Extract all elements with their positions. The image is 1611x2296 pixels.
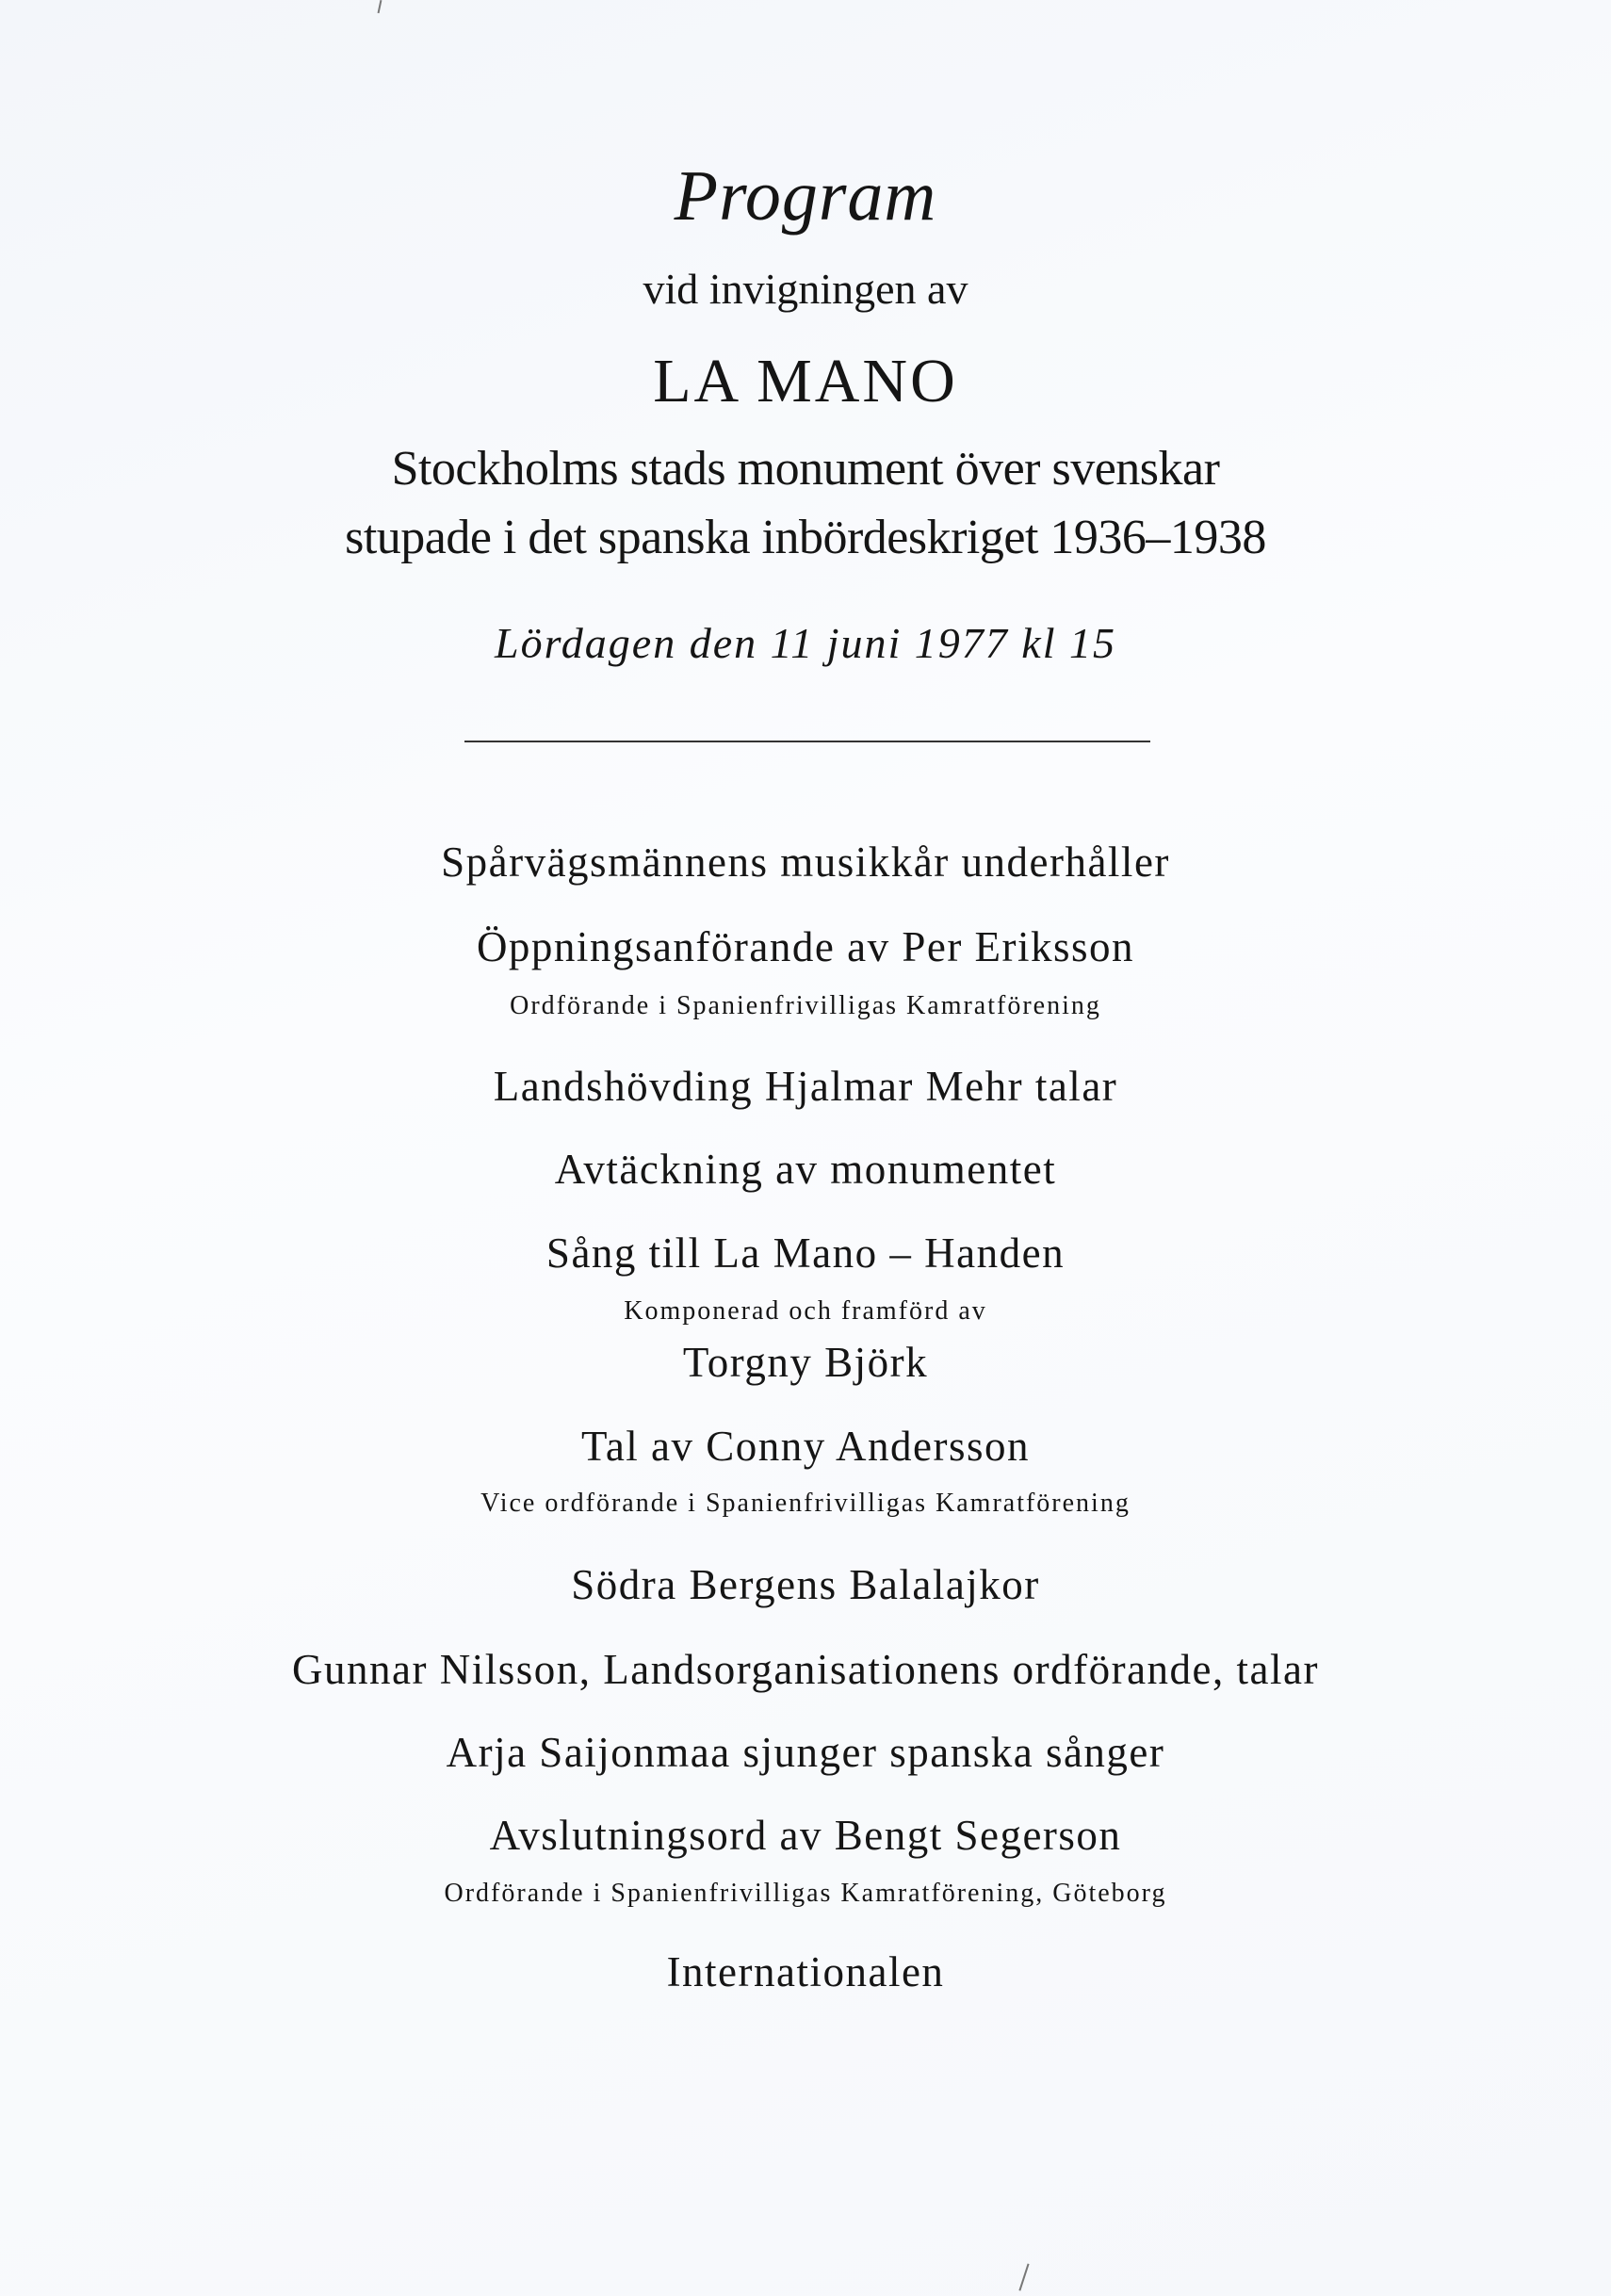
event-date: Lördagen den 11 juni 1977 kl 15 [495, 619, 1116, 667]
program-item: Sång till La Mano – Handen [545, 1229, 1066, 1277]
program-item-note: Ordförande i Spanienfrivilligas Kamratförening, Göteborg [444, 1879, 1167, 1908]
monument-name: LA MANO [653, 347, 958, 415]
program-item-note: Komponerad och framförd av [624, 1296, 987, 1326]
divider [464, 741, 1150, 742]
program-item: Avslutningsord av Bengt Segerson [489, 1812, 1122, 1859]
program-item: Öppningsanförande av Per Eriksson [476, 923, 1135, 970]
program-item: Spårvägsmännens musikkår underhåller [441, 839, 1170, 886]
program-item: Avtäckning av monumentet [554, 1146, 1057, 1193]
program-item-note: Vice ordförande i Spanienfrivilligas Kamratförening [480, 1489, 1131, 1518]
paper-mark [378, 0, 382, 13]
program-title: Program [674, 156, 937, 236]
monument-description-line2: stupade i det spanska inbördeskriget 1936–1938 [345, 511, 1266, 564]
program-item: Internationalen [666, 1948, 945, 1995]
program-item: Södra Bergens Balalajkor [571, 1561, 1040, 1608]
paper-mark [1018, 2264, 1029, 2291]
program-item: Gunnar Nilsson, Landsorganisationens ordförande, talar [292, 1646, 1319, 1693]
program-item: Arja Saijonmaa sjunger spanska sånger [446, 1729, 1165, 1776]
program-item-performer: Torgny Björk [682, 1339, 929, 1386]
program-item: Landshövding Hjalmar Mehr talar [493, 1063, 1118, 1110]
program-subtitle: vid invigningen av [643, 265, 968, 313]
program-item-note: Ordförande i Spanienfrivilligas Kamratförening [510, 991, 1101, 1020]
program-item: Tal av Conny Andersson [580, 1423, 1031, 1470]
monument-description-line1: Stockholms stads monument över svenskar [391, 442, 1220, 496]
